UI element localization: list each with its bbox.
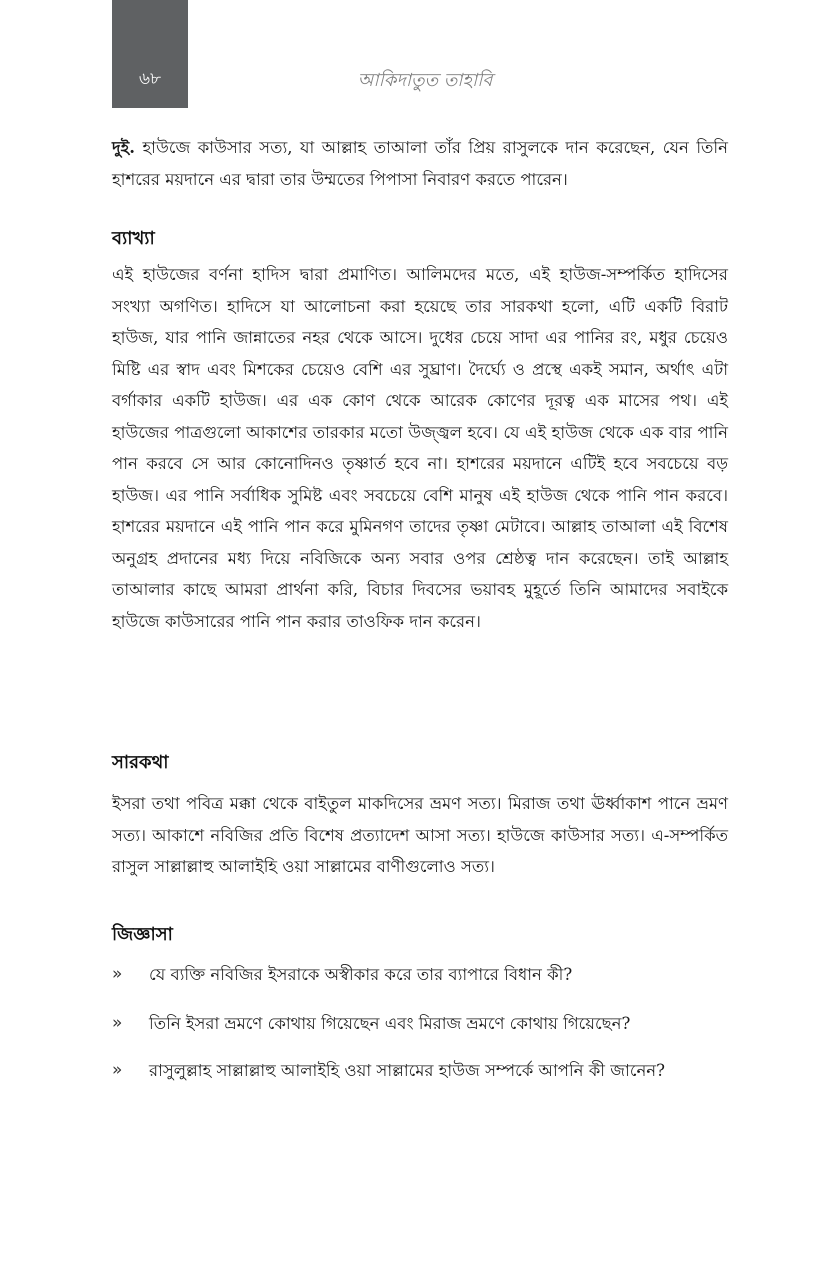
- bullet-icon: »: [112, 1060, 123, 1080]
- question-text: তিনি ইসরা ভ্রমণে কোথায় গিয়েছেন এবং মিরাজ ভ্রমণে কোথায় গিয়েছেন?: [149, 1014, 631, 1033]
- page-number: ৬৮: [138, 69, 162, 89]
- bullet-icon: »: [112, 1013, 123, 1033]
- summary-text: ইসরা তথা পবিত্র মক্কা থেকে বাইতুল মাকদিসের ভ্রমণ সত্য। মিরাজ তথা ঊর্ধ্বাকাশ পানে ভ্রমণ সত্য। আকাশে নবিজির প্রতি বিশেষ প্রত্যাদেশ আসা সত্য। হাউজে কাউসার সত্য। এ-সম্পর্কিত রাসুল সাল্লাল্লাহু আলাইহি ওয়া সাল্লামের বাণীগুলোও সত্য।: [112, 794, 728, 876]
- intro-paragraph: [112, 132, 728, 195]
- question-item: [112, 1008, 728, 1040]
- summary-heading: সারকথা: [112, 752, 169, 773]
- explanation-heading: ব্যাখ্যা: [112, 228, 155, 249]
- running-title: আকিদাতুত তাহাবি: [357, 70, 493, 91]
- summary-paragraph: [112, 788, 728, 883]
- page-number-tab: [112, 0, 188, 108]
- explanation-paragraph: [112, 259, 728, 637]
- question-item: [112, 1055, 728, 1087]
- intro-text: হাউজে কাউসার সত্য, যা আল্লাহ তাআলা তাঁর প্রিয় রাসুলকে দান করেছেন, যেন তিনি হাশরের ময়দানে এর দ্বারা তার উম্মতের পিপাসা নিবারণ করতে পারেন।: [112, 138, 728, 189]
- intro-lead: দুই.: [112, 138, 135, 157]
- questions-heading: জিজ্ঞাসা: [112, 924, 173, 945]
- explanation-text: এই হাউজের বর্ণনা হাদিস দ্বারা প্রমাণিত। আলিমদের মতে, এই হাউজ-সম্পর্কিত হাদিসের সংখ্যা অগণিত। হাদিসে যা আলোচনা করা হয়েছে তার সারকথা হলো, এটি একটি বিরাট হাউজ, যার পানি জান্নাতের নহর থেকে আসে। দুধের চেয়ে সাদা এর পানির রং, মধুর চেয়েও মিষ্টি এর স্বাদ এবং মিশকের চেয়েও বেশি এর সুঘ্রাণ। দৈর্ঘ্যে ও প্রস্থে একই সমান, অর্থাৎ এটা বর্গাকার একটি হাউজ। এর এক কোণ থেকে আরেক কোণের দূরত্ব এক মাসের পথ। এই হাউজের পাত্রগুলো আকাশের তারকার মতো উজ্জ্বল হবে। যে এই হাউজ থেকে এক বার পানি পান করবে সে আর কোনোদিনও তৃষ্ণার্ত হবে না। হাশরের ময়দানে এটিই হবে সবচেয়ে বড় হাউজ। এর পানি সর্বাধিক সুমিষ্ট এবং সবচেয়ে বেশি মানুষ এই হাউজ থেকে পানি পান করবে। হাশরের ময়দানে এই পানি পান করে মুমিনগণ তাদের তৃষ্ণা মেটাবে। আল্লাহ তাআলা এই বিশেষ অনুগ্রহ প্রদানের মধ্য দিয়ে নবিজিকে অন্য সবার ওপর শ্রেষ্ঠত্ব দান করেছেন। তাই আল্লাহ তাআলার কাছে আমরা প্রার্থনা করি, বিচার দিবসের ভয়াবহ মুহূর্তে তিনি আমাদের সবাইকে হাউজে কাউসারের পানি পান করার তাওফিক দান করেন।: [112, 265, 728, 631]
- question-item: [112, 959, 728, 991]
- question-text: রাসুলুল্লাহ সাল্লাল্লাহু আলাইহি ওয়া সাল্লামের হাউজ সম্পর্কে আপনি কী জানেন?: [149, 1061, 665, 1080]
- bullet-icon: »: [112, 964, 123, 984]
- question-text: যে ব্যক্তি নবিজির ইসরাকে অস্বীকার করে তার ব্যাপারে বিধান কী?: [149, 965, 573, 984]
